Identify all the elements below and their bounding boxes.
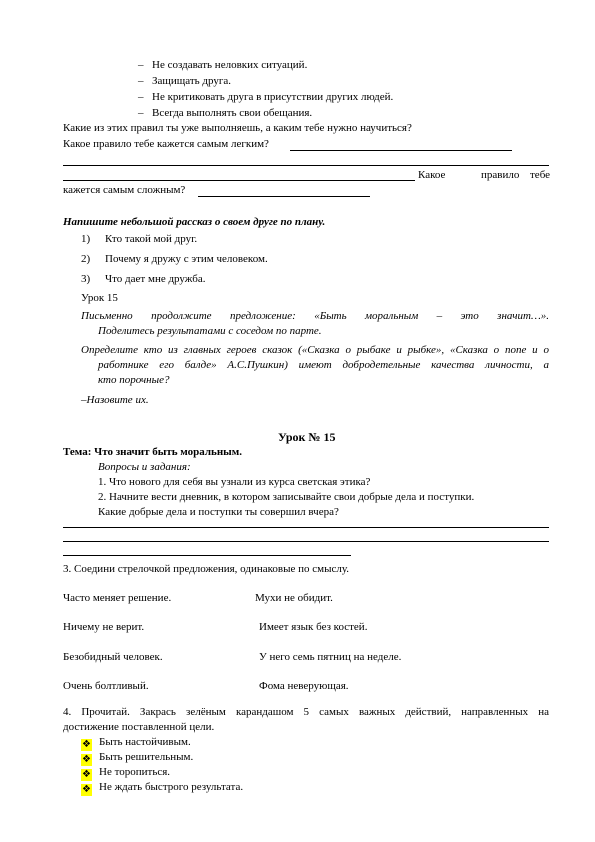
task-2: 2. Начните вести дневник, в котором записывайте свои добрые дела и поступки. <box>98 491 475 503</box>
bullet-text: Быть решительным. <box>99 751 194 763</box>
answer-line[interactable] <box>63 527 549 528</box>
list-dash: – <box>138 91 144 103</box>
story-heading: Напишите небольшой рассказ о своем друге по плану. <box>63 216 326 228</box>
match-left-item: Безобидный человек. <box>63 651 163 663</box>
plan-item: Что дает мне дружба. <box>105 273 206 285</box>
task-3: 3. Соедини стрелочкой предложения, одинаковые по смыслу. <box>63 563 350 575</box>
question-easiest: Какое правило тебе кажется самым легким? <box>63 138 269 150</box>
bullet-text: Быть настойчивым. <box>99 736 191 748</box>
lesson-title: Урок № 15 <box>278 430 336 444</box>
match-left-item: Ничему не верит. <box>63 621 145 633</box>
heroes-prompt: Определите кто из главных героев сказок («Сказка о рыбаке и рыбке», «Сказка о попе и о <box>81 344 549 356</box>
task-4-cont: достижение поставленной цели. <box>63 721 215 733</box>
list-item: Всегда выполнять свои обещания. <box>152 107 313 119</box>
question-hardest-word: Какое <box>418 169 446 181</box>
question-which-rules: Какие из этих правил ты уже выполняешь, а каким тебе нужно научиться? <box>63 122 412 134</box>
moral-prompt: Письменно продолжите предложение: «Быть моральным – это значит…». <box>81 310 549 322</box>
answer-line[interactable] <box>63 165 549 166</box>
diamond-bullet-icon: ❖ <box>82 739 91 750</box>
list-item: Не создавать неловких ситуаций. <box>152 59 308 71</box>
answer-line[interactable] <box>198 196 370 197</box>
bullet-text: Не торопиться. <box>99 766 171 778</box>
plan-num: 3) <box>81 273 91 285</box>
answer-line[interactable] <box>290 150 512 151</box>
list-dash: – <box>138 107 144 119</box>
list-dash: – <box>138 59 144 71</box>
bullet-item <box>81 780 92 796</box>
plan-item: Кто такой мой друг. <box>105 233 198 245</box>
match-right-item: Имеет язык без костей. <box>259 621 368 633</box>
bullet-item <box>81 765 92 781</box>
question-hardest: кажется самым сложным? <box>63 184 186 196</box>
bullet-item <box>81 735 92 751</box>
match-left-item: Очень болтливый. <box>63 680 149 692</box>
match-right-item: У него семь пятниц на неделе. <box>259 651 402 663</box>
topic: Тема: Что значит быть моральным. <box>63 446 243 458</box>
task-1: 1. Что нового для себя вы узнали из курса светская этика? <box>98 476 371 488</box>
heroes-prompt-cont: работнике его балде» А.С.Пушкин) имеют добродетельные качества личности, а <box>98 359 549 371</box>
bullet-item <box>81 750 92 766</box>
question-hardest-word: правило <box>481 169 520 181</box>
task-4: 4. Прочитай. Закрась зелёным карандашом 5 самых важных действий, направленных на <box>63 706 549 718</box>
plan-num: 2) <box>81 253 91 265</box>
diamond-bullet-icon: ❖ <box>82 769 91 780</box>
question-hardest-word: тебе <box>530 169 551 181</box>
list-dash: – <box>138 75 144 87</box>
match-left-item: Часто меняет решение. <box>63 592 172 604</box>
list-item: Не критиковать друга в присутствии других людей. <box>152 91 394 103</box>
diamond-bullet-icon: ❖ <box>82 784 91 795</box>
lesson-label: Урок 15 <box>81 292 118 304</box>
match-right-item: Фома неверующая. <box>259 680 349 692</box>
answer-line[interactable] <box>63 541 549 542</box>
moral-prompt-cont: Поделитесь результатами с соседом по парте. <box>98 325 322 337</box>
list-item: Защищать друга. <box>152 75 231 87</box>
heroes-prompt-end: кто порочные? <box>98 374 170 386</box>
questions-label: Вопросы и задания: <box>98 461 191 473</box>
answer-line[interactable] <box>63 180 415 181</box>
plan-item: Почему я дружу с этим человеком. <box>105 253 268 265</box>
plan-num: 1) <box>81 233 91 245</box>
diamond-bullet-icon: ❖ <box>82 754 91 765</box>
bullet-text: Не ждать быстрого результата. <box>99 781 244 793</box>
answer-line[interactable] <box>63 555 351 556</box>
task-deeds: Какие добрые дела и поступки ты совершил вчера? <box>98 506 339 518</box>
name-them: –Назовите их. <box>81 394 149 406</box>
match-right-item: Мухи не обидит. <box>255 592 333 604</box>
